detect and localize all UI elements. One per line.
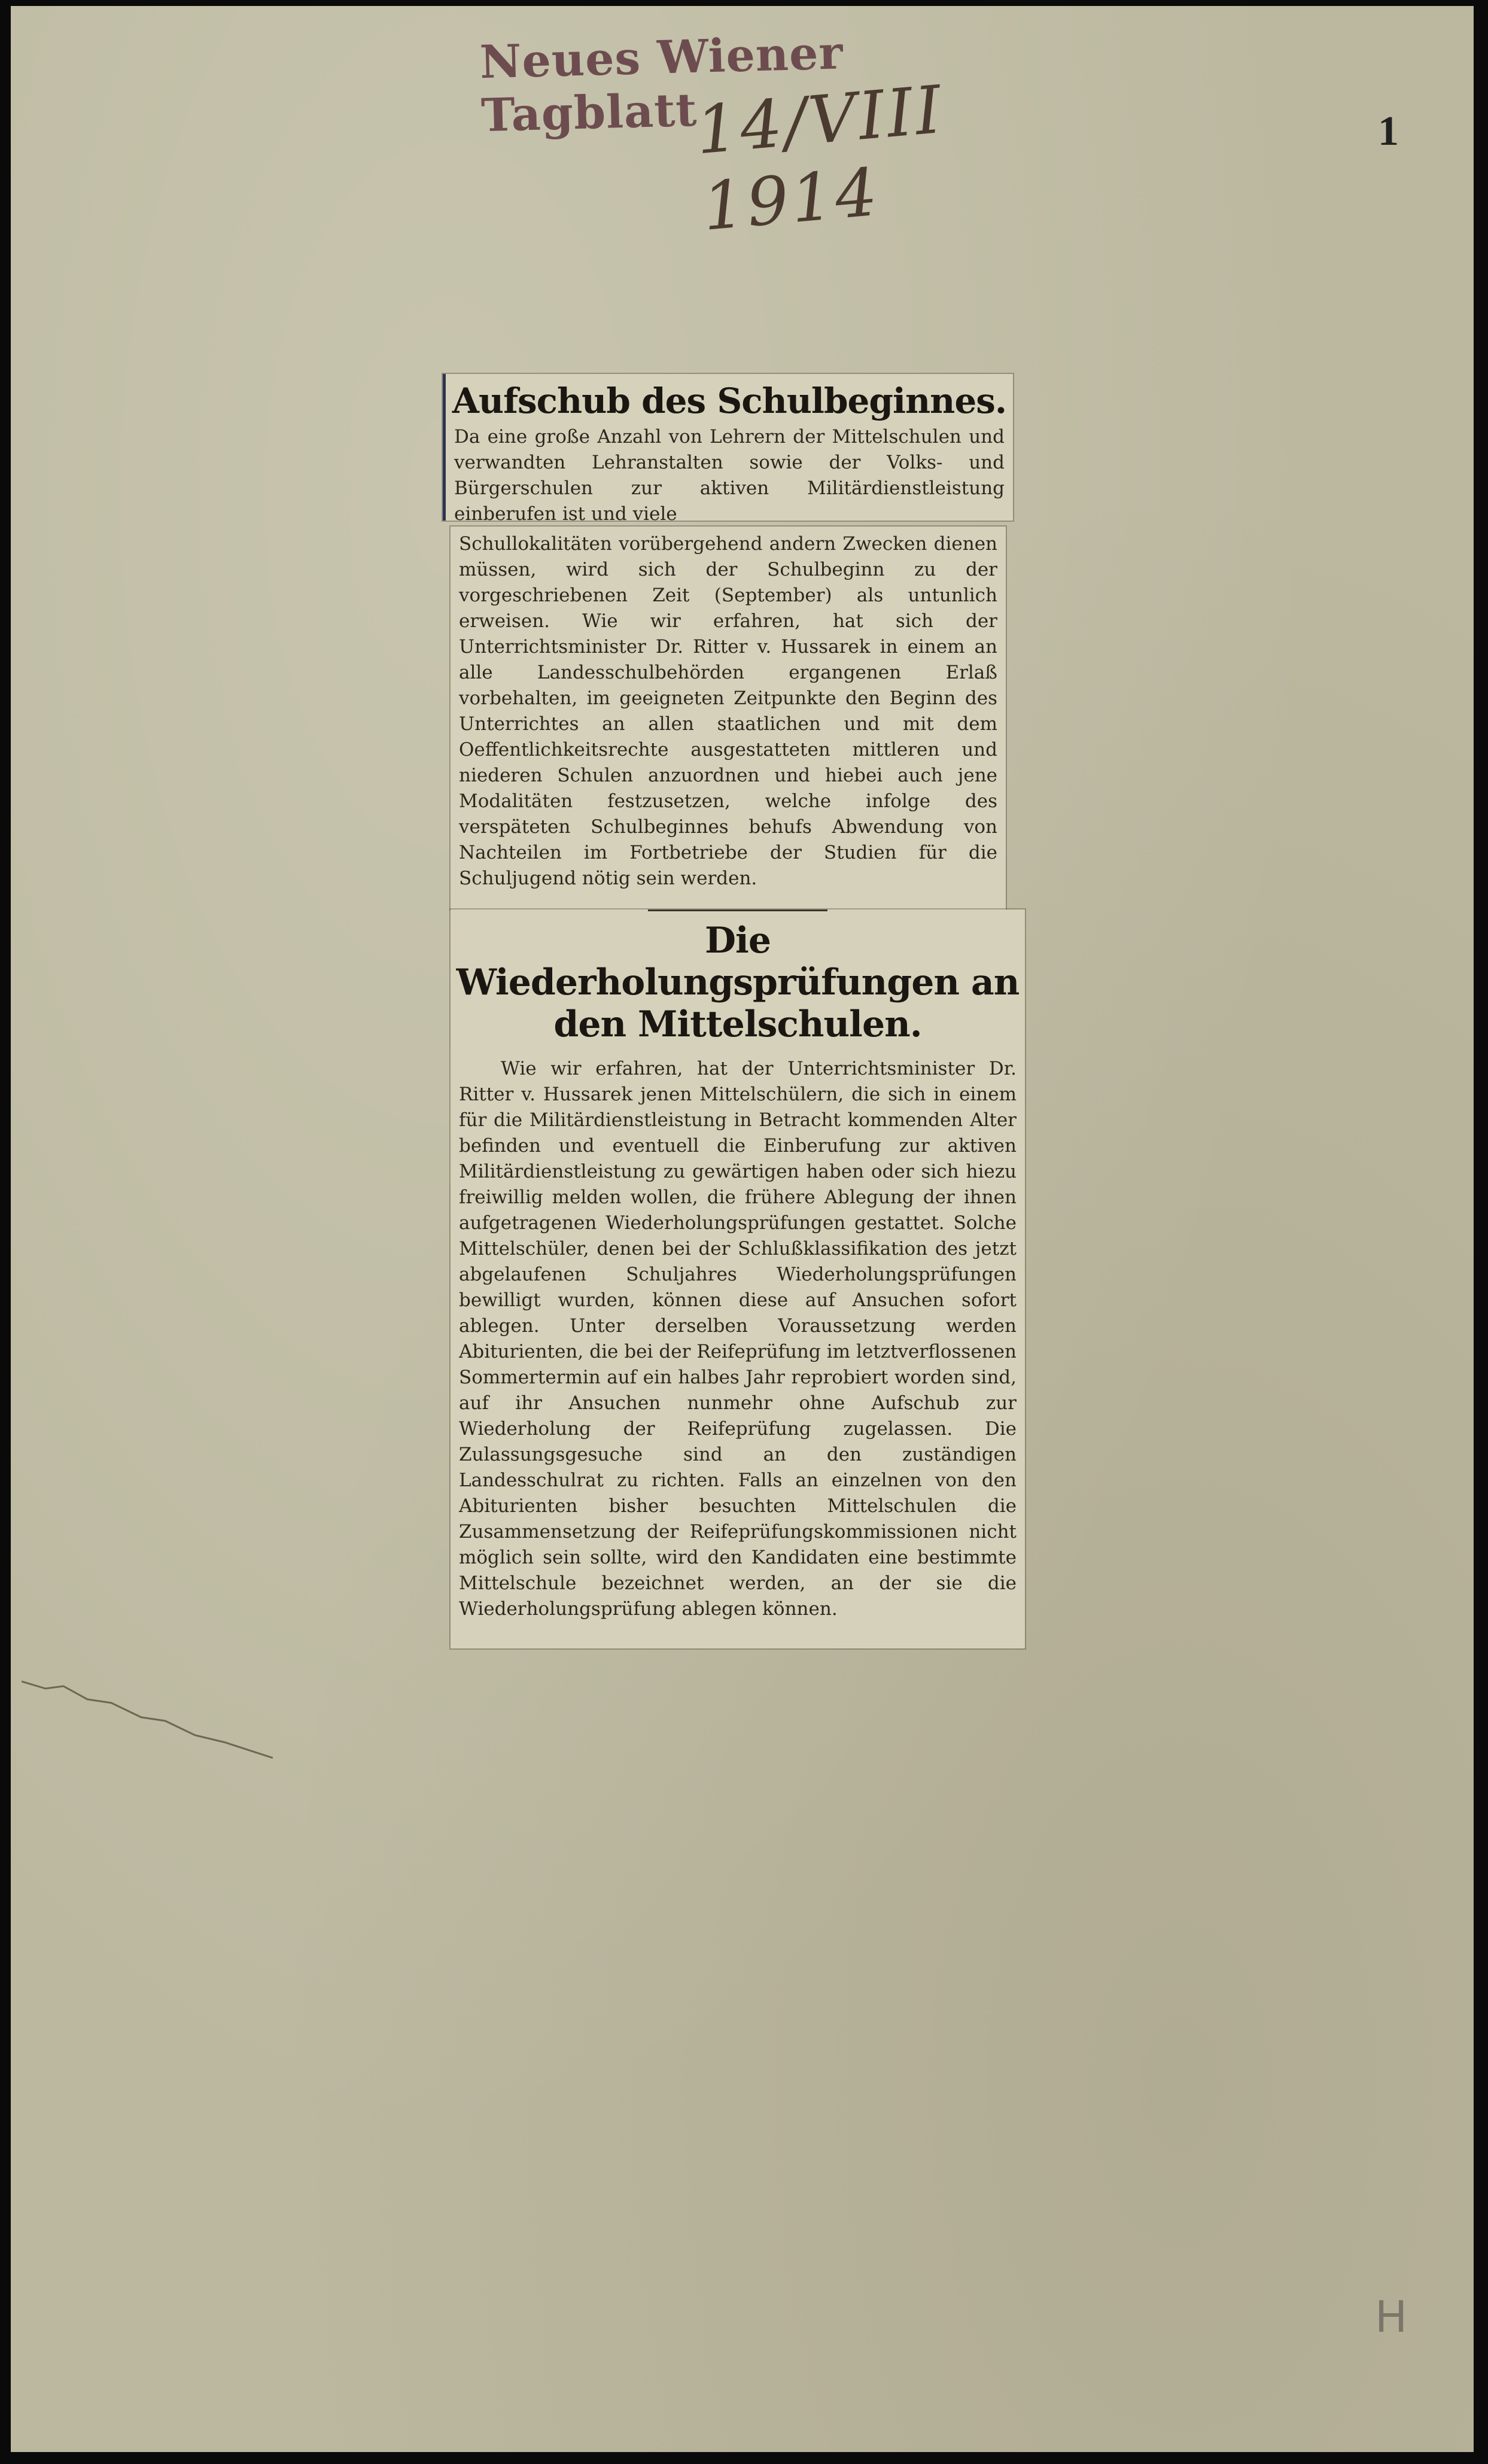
article1-text-part1: Da eine große Anzahl von Lehrern der Mittelschulen und verwandten Lehranstalten sowie der Volks- und Bürgerschulen zur aktiven Militärdienstleistung einberufen ist und viele [454, 426, 1005, 525]
clipping-article1-top [443, 374, 1013, 525]
article1-headline: Aufschub des Schulbeginnes. [452, 381, 1007, 421]
page-number: 1 [1378, 108, 1399, 154]
archive-sheet [11, 6, 1474, 2452]
article1-text-part2: Schullokalitäten vorübergehend andern Zwecken dienen müssen, wird sich der Schulbeginn zu der vorgeschriebenen Zeit (September) als untunlich erweisen. Wie wir erfahren, hat sich der Unterrichtsminister Dr. Ritter v. Hussarek in einem an alle Landesschulbehörden ergangenen Erlaß vorbehalten, im geeigneten Zeitpunkte den Beginn des Unterrichtes an allen staatlichen und mit dem Oeffentlichkeitsrechte ausgestatteten mittleren und niederen Schulen anzuordnen und hiebei auch jene Modalitäten festzusetzen, welche infolge des verspäteten Schulbeginnes behufs Abwendung von Nachteilen im Fortbetriebe der Studien für die Schuljugend nötig sein werden. [459, 533, 997, 889]
clipping-article1-bottom [451, 527, 1006, 909]
clipping-article2 [451, 909, 1025, 1648]
paper-crack [22, 1675, 273, 1759]
newspaper-stamp: Neues Wiener Tagblatt [479, 26, 844, 142]
separator-rule [648, 909, 827, 911]
article2-headline: Die Wiederholungsprüfungen an den Mittelschulen. [456, 920, 1020, 1045]
article2-text: Wie wir erfahren, hat der Unterrichtsminister Dr. Ritter v. Hussarek jenen Mittelschülern, die sich in einem für die Militärdienstleistung in Betracht kommenden Alter befinden und eventuell die Einberufung zur aktiven Militärdienstleistung zu gewärtigen haben oder sich hiezu freiwillig melden wollen, die frühere Ablegung der ihnen aufgetragenen Wiederholungsprüfungen gestattet. Solche Mittelschüler, denen bei der Schlußklassifikation des jetzt abgelaufenen Schuljahres Wiederholungsprüfungen bewilligt wurden, können diese auf Ansuchen sofort ablegen. Unter derselben Voraussetzung werden Abiturienten, die bei der Reifeprüfung im letztverflossenen Sommertermin auf ein halbes Jahr reprobiert worden sind, auf ihr Ansuchen nunmehr ohne Aufschub zur Wiederholung der Reifeprüfung zugelassen. Die Zulassungsgesuche sind an den zuständigen Landesschulrat zu richten. Falls an einzelnen von den Abiturienten bisher besuchten Mittelschulen die Zusammensetzung der Reifeprüfungskommissionen nicht möglich sein sollte, wird den Kandidaten eine bestimmte Mittelschule bezeichnet werden, an der sie die Wiederholungsprüfung ablegen können. [459, 1058, 1017, 1620]
corner-pencil-mark: H [1375, 2292, 1408, 2342]
handwritten-date: 14/VIII 1914 [692, 71, 947, 245]
